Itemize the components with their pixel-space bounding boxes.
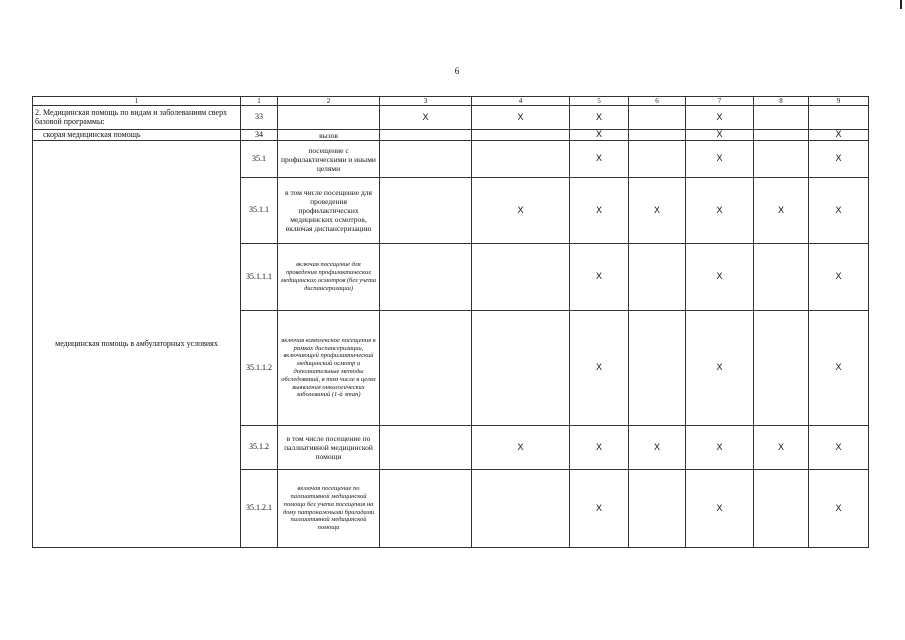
cell-col-4 <box>472 130 570 141</box>
cell-col-9: Х <box>809 141 869 178</box>
unit-cell: включая комплексное посещения в рамках диспансеризации, включающей профилактический медицинский осмотр и дополнительные методы обследований, в том числе в целях выявления онкологических заболеваний (1-й этап) <box>278 311 380 426</box>
cell-col-9: Х <box>809 130 869 141</box>
cell-col-3 <box>380 141 472 178</box>
cell-col-3 <box>380 130 472 141</box>
header-cell: 1 <box>33 97 241 106</box>
cell-col-6 <box>629 141 686 178</box>
cell-col-4 <box>472 244 570 311</box>
cell-col-7: Х <box>686 178 754 244</box>
cell-col-8 <box>754 311 809 426</box>
header-cell: 9 <box>809 97 869 106</box>
cell-col-9: Х <box>809 470 869 548</box>
cell-col-5: Х <box>570 141 629 178</box>
header-cell: 3 <box>380 97 472 106</box>
document-table <box>32 96 869 548</box>
cell-col-4: Х <box>472 426 570 470</box>
cell-col-6: Х <box>629 178 686 244</box>
cell-col-9 <box>809 106 869 130</box>
row-code: 35.1.1.2 <box>241 311 278 426</box>
table-row <box>33 106 869 130</box>
column-number-row <box>33 97 869 106</box>
cell-col-6 <box>629 470 686 548</box>
cell-col-9: Х <box>809 311 869 426</box>
cell-col-8 <box>754 106 809 130</box>
cell-col-4 <box>472 141 570 178</box>
row-code: 35.1.1 <box>241 178 278 244</box>
header-cell: 8 <box>754 97 809 106</box>
row-code: 35.1.2.1 <box>241 470 278 548</box>
cell-col-7: Х <box>686 311 754 426</box>
cell-col-4: Х <box>472 106 570 130</box>
group-title: медицинская помощь в амбулаторных условиях <box>33 141 241 548</box>
row-title: скорая медицинская помощь <box>33 130 241 141</box>
unit-cell: в том числе посещение для проведения профилактических медицинских осмотров, включая диспансеризацию <box>278 178 380 244</box>
cell-col-8 <box>754 141 809 178</box>
cell-col-3 <box>380 426 472 470</box>
cell-col-3: Х <box>380 106 472 130</box>
row-title: 2. Медицинская помощь по видам и заболеваниям сверх базовой программы: <box>33 106 241 130</box>
cell-col-5: Х <box>570 470 629 548</box>
cell-col-7: Х <box>686 106 754 130</box>
cell-col-6: Х <box>629 426 686 470</box>
cell-col-6 <box>629 311 686 426</box>
cell-col-9: Х <box>809 244 869 311</box>
cell-col-8 <box>754 244 809 311</box>
unit-cell: в том числе посещение по паллиативной медицинской помощи <box>278 426 380 470</box>
unit-cell <box>278 106 380 130</box>
row-code: 34 <box>241 130 278 141</box>
cell-col-3 <box>380 244 472 311</box>
cell-col-8: Х <box>754 178 809 244</box>
header-cell: 4 <box>472 97 570 106</box>
cell-col-5: Х <box>570 178 629 244</box>
cell-col-9: Х <box>809 426 869 470</box>
table-row <box>33 130 869 141</box>
cell-col-4: Х <box>472 178 570 244</box>
table-row <box>33 141 869 178</box>
unit-cell: включая посещение для проведения профилактических медицинских осмотров (без учета диспансеризации) <box>278 244 380 311</box>
cell-col-8 <box>754 470 809 548</box>
cell-col-5: Х <box>570 130 629 141</box>
row-code: 35.1.1.1 <box>241 244 278 311</box>
header-cell: 5 <box>570 97 629 106</box>
unit-cell: вызов <box>278 130 380 141</box>
row-code: 35.1.2 <box>241 426 278 470</box>
cell-col-6 <box>629 130 686 141</box>
cell-col-6 <box>629 106 686 130</box>
cell-col-5: Х <box>570 426 629 470</box>
cell-col-7: Х <box>686 141 754 178</box>
header-cell: 7 <box>686 97 754 106</box>
cell-col-8: Х <box>754 426 809 470</box>
row-code: 35.1 <box>241 141 278 178</box>
cell-col-5: Х <box>570 106 629 130</box>
cell-col-4 <box>472 470 570 548</box>
cell-col-3 <box>380 470 472 548</box>
cell-col-8 <box>754 130 809 141</box>
cell-col-7: Х <box>686 130 754 141</box>
cell-col-7: Х <box>686 470 754 548</box>
unit-cell: включая посещение по паллиативной медицинской помощи без учета посещения на дому патронажными бригадами паллиативной медицинской помощи <box>278 470 380 548</box>
cell-col-3 <box>380 178 472 244</box>
page-number: 6 <box>454 66 460 76</box>
cell-col-7: Х <box>686 244 754 311</box>
header-cell: 1 <box>241 97 278 106</box>
cell-col-6 <box>629 244 686 311</box>
cell-col-4 <box>472 311 570 426</box>
cell-col-9: Х <box>809 178 869 244</box>
cell-col-7: Х <box>686 426 754 470</box>
row-code: 33 <box>241 106 278 130</box>
cell-col-5: Х <box>570 244 629 311</box>
cell-col-3 <box>380 311 472 426</box>
header-cell: 6 <box>629 97 686 106</box>
unit-cell: посещение с профилактическими и иными целями <box>278 141 380 178</box>
scan-edge-mark <box>900 0 902 9</box>
cell-col-5: Х <box>570 311 629 426</box>
header-cell: 2 <box>278 97 380 106</box>
